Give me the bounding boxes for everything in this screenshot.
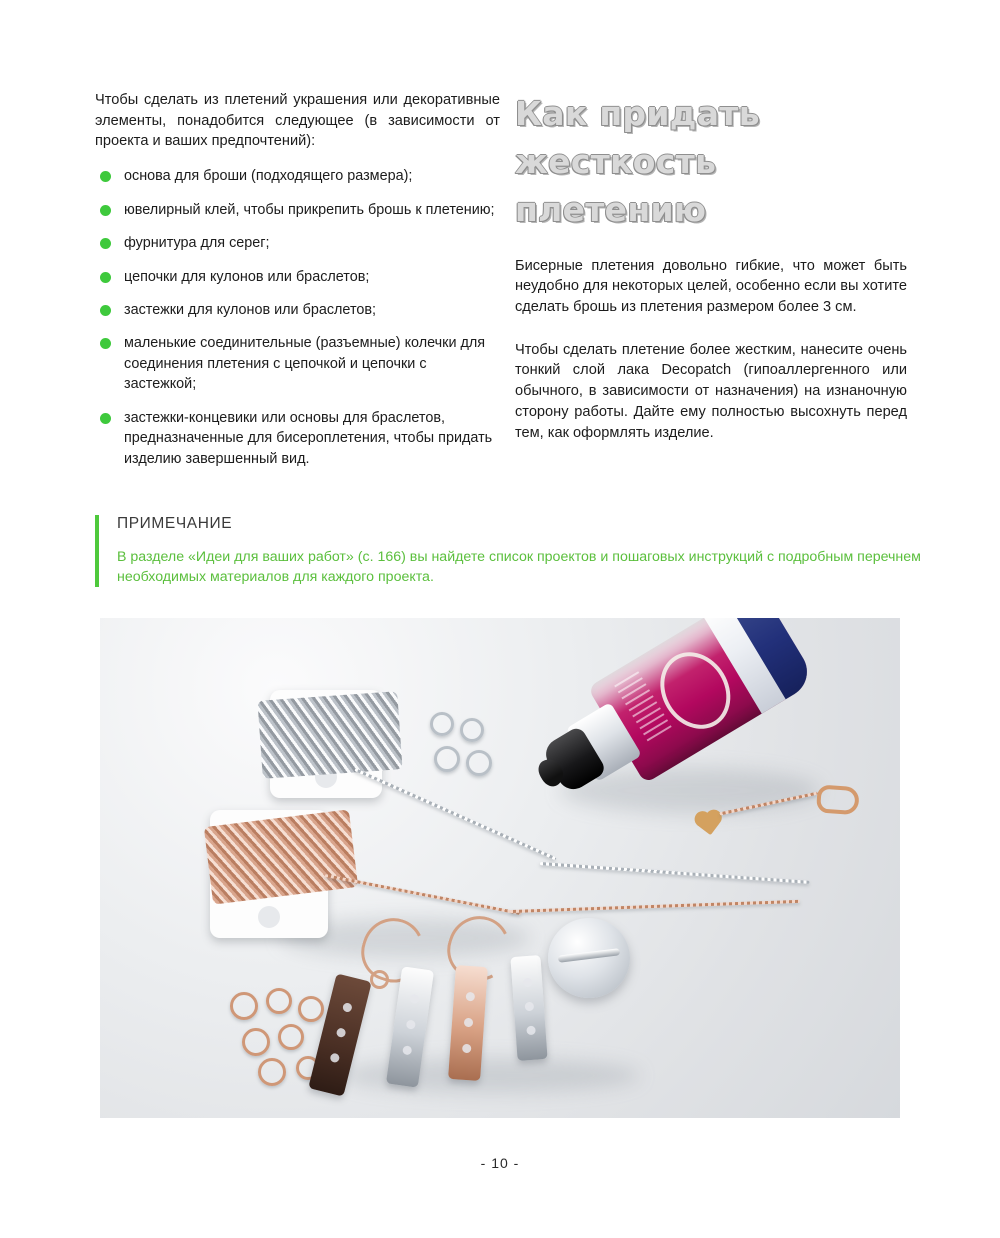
ear-wire-loop bbox=[370, 970, 389, 989]
brooch-bar-hole bbox=[342, 1002, 353, 1013]
materials-photo bbox=[100, 618, 900, 1118]
extender-chain bbox=[719, 792, 817, 816]
note-title: ПРИМЕЧАНИЕ bbox=[117, 515, 233, 532]
section-heading bbox=[515, 90, 907, 234]
crimp-end-piece bbox=[434, 746, 460, 772]
brooch-bar-hole bbox=[523, 978, 533, 988]
section-heading-line-2: жесткость плетению bbox=[515, 141, 717, 229]
jump-ring bbox=[278, 1024, 304, 1050]
bullet-dot-icon bbox=[100, 338, 111, 349]
list-item bbox=[95, 333, 500, 394]
note-body: В разделе «Идеи для ваших работ» (с. 166) вы найдете список проектов и пошаговых инструкций с подробным перечнем необходимых материалов для каждого проекта. bbox=[117, 549, 921, 586]
list-item-label: цепочки для кулонов или браслетов; bbox=[124, 268, 370, 285]
right-column bbox=[515, 90, 907, 457]
bullet-dot-icon bbox=[100, 171, 111, 182]
section-heading-line-1: Как придать bbox=[515, 94, 760, 133]
heart-charm-icon bbox=[698, 813, 720, 835]
bullet-dot-icon bbox=[100, 272, 111, 283]
note-callout bbox=[95, 515, 929, 587]
jump-ring bbox=[298, 996, 324, 1022]
brooch-bar-hole bbox=[402, 1045, 412, 1055]
jump-ring bbox=[258, 1058, 286, 1086]
brooch-bar-hole bbox=[336, 1027, 347, 1038]
list-item-label: фурнитура для серег; bbox=[124, 235, 270, 252]
bullet-dot-icon bbox=[100, 305, 111, 316]
list-item bbox=[95, 267, 500, 287]
crimp-end-piece bbox=[460, 718, 484, 742]
bullet-dot-icon bbox=[100, 205, 111, 216]
crimp-end-piece bbox=[430, 712, 454, 736]
list-item bbox=[95, 166, 500, 186]
body-paragraph-2: Чтобы сделать плетение более жестким, нанесите очень тонкий слой лака Decopatch (гипоаллергенного или обычного, в зависимости от назначения) на изнаночную сторону работы. Дайте ему полностью высохнуть перед тем, как оформлять изделие. bbox=[515, 341, 907, 441]
intro-paragraph: Чтобы сделать из плетений украшения или декоративные элементы, понадобится следующее (в зависимости от проекта и ваших предпочтений): bbox=[95, 92, 500, 150]
photo-shadow bbox=[340, 1058, 640, 1093]
silver-chain-coil bbox=[257, 691, 402, 779]
brooch-bar-hole bbox=[526, 1026, 536, 1036]
list-item-label: ювелирный клей, чтобы прикрепить брошь к плетению; bbox=[124, 201, 495, 218]
crimp-end-piece bbox=[466, 750, 492, 776]
lobster-clasp bbox=[816, 784, 860, 815]
brooch-bar-hole bbox=[525, 1002, 535, 1012]
list-item-label: маленькие соединительные (разъемные) колечки для соединения плетения с цепочкой и цепочки с застежкой; bbox=[124, 335, 486, 393]
left-column bbox=[95, 90, 500, 482]
body-paragraph-1: Бисерные плетения довольно гибкие, что может быть неудобно для некоторых целей, особенно если вы хотите сделать брошь из плетения размером более 3 см. bbox=[515, 257, 907, 315]
brooch-bar-hole bbox=[329, 1052, 340, 1063]
list-item bbox=[95, 300, 500, 320]
jump-ring bbox=[230, 992, 258, 1020]
list-item bbox=[95, 233, 500, 253]
jump-ring bbox=[266, 988, 292, 1014]
brooch-bar-hole bbox=[462, 1044, 472, 1054]
bullet-dot-icon bbox=[100, 413, 111, 424]
list-item-label: застежки для кулонов или браслетов; bbox=[124, 301, 377, 318]
brooch-bar-hole bbox=[464, 1018, 474, 1028]
list-item bbox=[95, 408, 500, 469]
brooch-bar-hole bbox=[466, 992, 476, 1002]
list-item-label: основа для броши (подходящего размера); bbox=[124, 168, 413, 185]
list-item bbox=[95, 200, 500, 220]
page-number: - 10 - bbox=[480, 1155, 520, 1171]
bullet-dot-icon bbox=[100, 238, 111, 249]
brooch-bar-hole bbox=[409, 994, 419, 1004]
list-item-label: застежки-концевики или основы для браслетов, предназначенные для бисероплетения, чтобы придать изделию завершенный вид. bbox=[124, 409, 493, 467]
brooch-bar-hole bbox=[406, 1020, 416, 1030]
jump-ring bbox=[242, 1028, 270, 1056]
materials-list bbox=[95, 166, 500, 469]
